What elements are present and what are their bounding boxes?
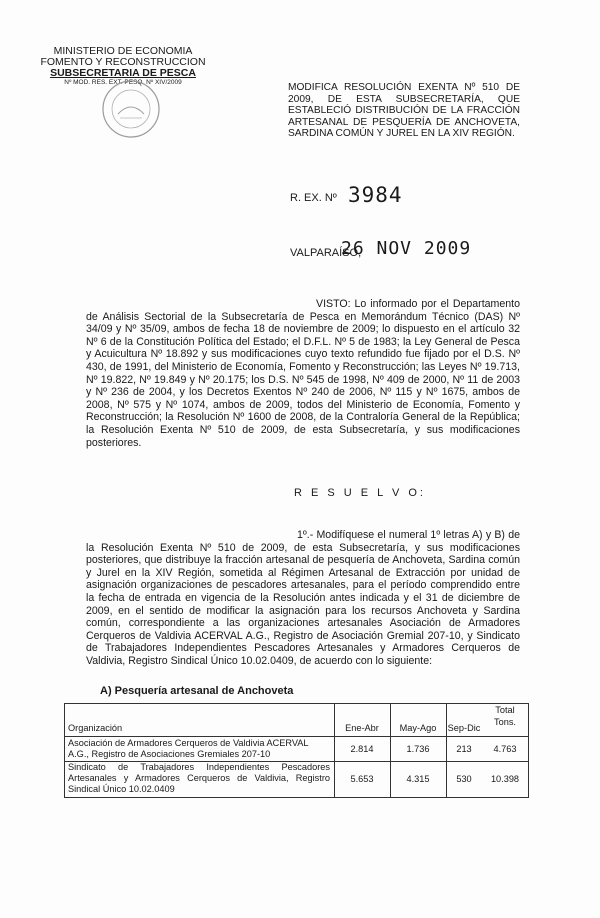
resuelvo-heading: R E S U E L V O: [294, 487, 426, 499]
row-1-ene-abr: 2.814 [350, 744, 374, 754]
row-1-organization: Asociación de Armadores Cerqueros de Valdivia ACERVAL A.G., Registro de Asociaciones Gremiales 207-10 [68, 738, 309, 759]
section-a-heading: A) Pesquería artesanal de Anchoveta [100, 685, 294, 697]
header-tons: Tons. [494, 717, 516, 727]
row-2-total: 10.398 [490, 774, 520, 784]
place-label: VALPARAÍSO, [290, 247, 362, 259]
header-organizacion: Organización [68, 723, 123, 733]
letterhead-reference: Nº MOD. RES. EXT. PESQ. Nº XIV/2009 [64, 79, 182, 86]
letterhead-ministry-sub: FOMENTO Y RECONSTRUCCION [40, 56, 206, 68]
date-stamp: 26 NOV 2009 [341, 238, 472, 259]
row-2-organization: Sindicato de Trabajadores Independientes Pescadores Artesanales y Armadores Cerqueros de Valdivia, Registro Sindical Único 10.02.0409 [68, 762, 330, 794]
resolution-label: R. EX. Nº [290, 192, 337, 204]
row-1-sep-dic: 213 [456, 744, 472, 754]
letterhead-subsecretaria: SUBSECRETARIA DE PESCA [50, 67, 196, 79]
allocation-table [64, 703, 529, 798]
resolution-number: 3984 [348, 183, 403, 207]
row-2-may-ago: 4.315 [406, 774, 430, 784]
document-subject: MODIFICA RESOLUCIÓN EXENTA Nº 510 DE 2009, DE ESTA SUBSECRETARÍA, QUE ESTABLECIÓ DISTRIBUCIÓN DE LA FRACCIÓN ARTESANAL DE PESQUERÍA DE ANCHOVETA, SARDINA COMÚN Y JUREL EN LA XIV REGIÓN. [288, 82, 520, 140]
letterhead-ministry: MINISTERIO DE ECONOMIA [53, 45, 193, 57]
official-seal-stamp [100, 78, 162, 140]
header-ene-abr: Ene-Abr [345, 723, 379, 733]
header-total: Total [495, 705, 515, 715]
visto-paragraph: VISTO: Lo informado por el Departamento de Análisis Sectorial de la Subsecretaría de Pesca en Memorándum Técnico (DAS) Nº 34/09 y Nº 35/09, ambos de fecha 18 de noviembre de 2009; lo dispuesto en el artículo 32 Nº 6 de la Constitución Política del Estado; el D.F.L. Nº 5 de 1983; la Ley General de Pesca y Acuicultura Nº 18.892 y sus modificaciones cuyo texto refundido fue fijado por el D.S. Nº 430, de 1991, del Ministerio de Economía, Fomento y Reconstrucción; las Leyes Nº 19.713, Nº 19.822, Nº 19.849 y Nº 20.175; los D.S. Nº 545 de 1998, Nº 409 de 2000, Nº 11 de 2003 y Nº 236 de 2004, y los Decretos Exentos Nº 240 de 2006, Nº 115 y Nº 1675, ambos de 2008, Nº 575 y Nº 1074, ambos de 2009, todos del Ministerio de Economía, Fomento y Reconstrucción; la Resolución Nº 1600 de 2008, de la Contraloría General de la República; la Resolución Exenta Nº 510 de 2009, de esta Subsecretaría, y sus modificaciones posteriores. [86, 298, 520, 449]
row-1-may-ago: 1.736 [406, 744, 430, 754]
header-may-ago: May-Ago [399, 723, 437, 733]
header-sep-dic: Sep-Dic [447, 723, 481, 733]
row-1-total: 4.763 [493, 744, 517, 754]
row-2-sep-dic: 530 [456, 774, 472, 784]
article-1-paragraph: 1º.- Modifíquese el numeral 1º letras A) y B) de la Resolución Exenta Nº 510 de 2009, de esta Subsecretaría, y sus modificaciones posteriores, que distribuye la fracción artesanal de pesquería de Anchoveta, Sardina común y Jurel en la XIV Región, sometida al Régimen Artesanal de Extracción por unidad de asignación organizaciones de pescadores artesanales, para el período comprendido entre la fecha de entrada en vigencia de la Resolución antes indicada y el 31 de diciembre de 2009, en el sentido de modificar la asignación para los recursos Anchoveta y Sardina común, correspondiente a las organizaciones artesanales Asociación de Armadores Cerqueros de Valdivia ACERVAL A.G., Registro de Asociación Gremial 207-10, y Sindicato de Trabajadores Independientes Pescadores Artesanales y Armadores Cerqueros de Valdivia, Registro Sindical Único 10.02.0409, de acuerdo con lo siguiente: [86, 529, 520, 667]
row-2-ene-abr: 5.653 [350, 774, 374, 784]
